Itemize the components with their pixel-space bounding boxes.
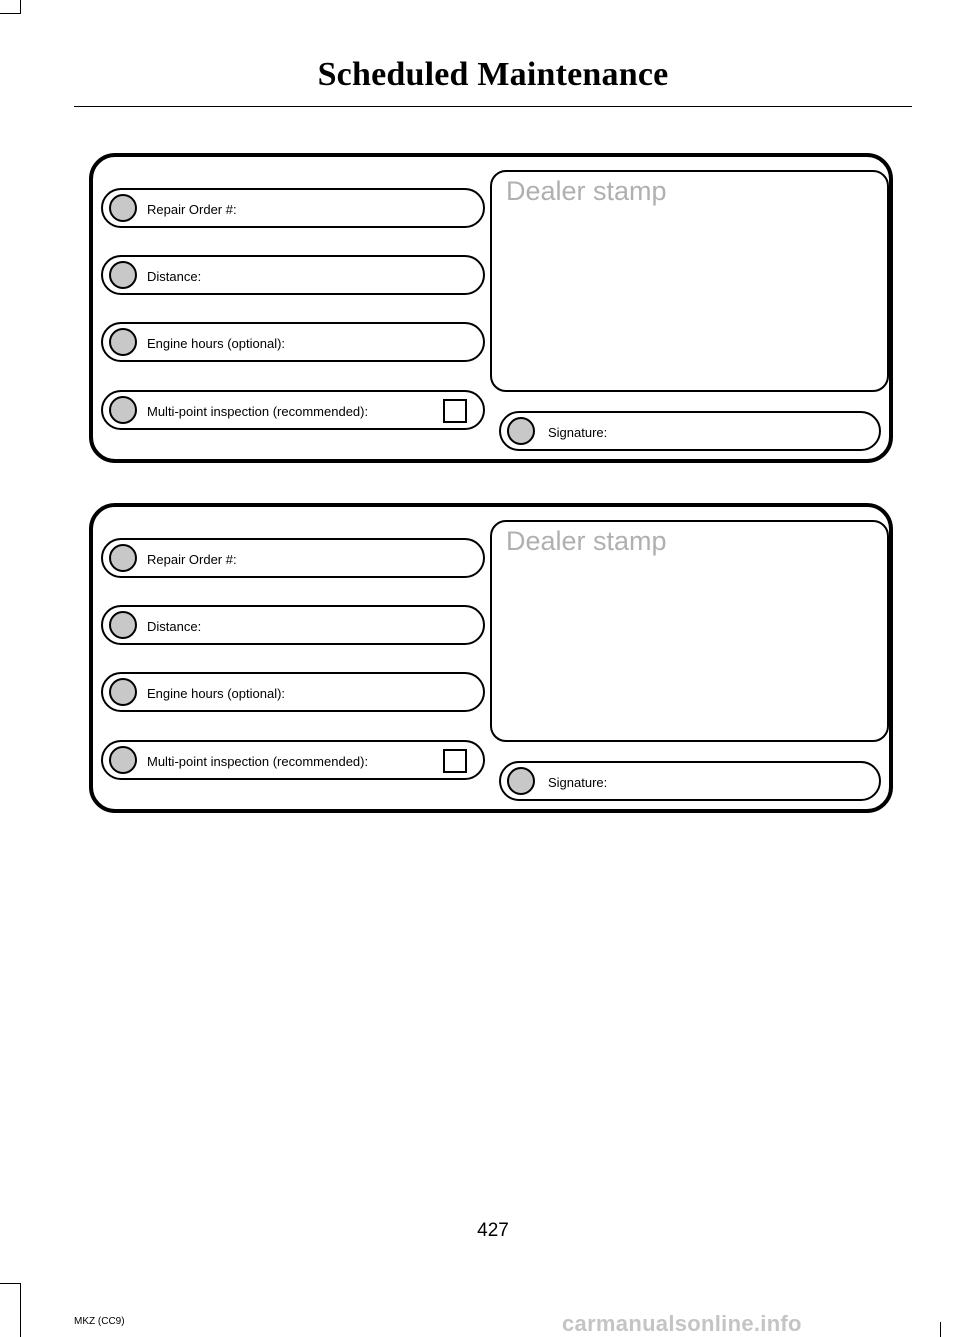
dealer-stamp-label: Dealer stamp — [506, 526, 667, 556]
maintenance-record-card — [89, 503, 893, 813]
distance-field[interactable] — [101, 605, 485, 645]
field-label: Repair Order #: — [147, 552, 237, 567]
inspection-checkbox[interactable] — [443, 399, 467, 423]
signature-field[interactable] — [499, 761, 881, 801]
crop-mark — [20, 1283, 21, 1337]
field-label: Signature: — [548, 425, 608, 440]
circle-icon — [507, 417, 535, 445]
title-divider — [74, 106, 912, 107]
circle-icon — [109, 396, 137, 424]
inspection-field[interactable] — [101, 390, 485, 430]
inspection-field[interactable] — [101, 740, 485, 780]
field-label: Engine hours (optional): — [147, 336, 286, 351]
field-label: Signature: — [548, 775, 608, 790]
field-label: Distance: — [147, 269, 202, 284]
field-label: Repair Order #: — [147, 202, 237, 217]
circle-icon — [109, 611, 137, 639]
watermark: carmanualsonline.info — [562, 1311, 802, 1336]
dealer-stamp-box[interactable] — [490, 520, 889, 742]
model-code: MKZ (CC9) — [74, 1316, 125, 1327]
dealer-stamp-label: Dealer stamp — [506, 176, 667, 206]
field-label: Distance: — [147, 619, 202, 634]
circle-icon — [109, 544, 137, 572]
engine-hours-field[interactable] — [101, 672, 485, 712]
circle-icon — [109, 194, 137, 222]
maintenance-record-card — [89, 153, 893, 463]
crop-mark — [0, 1283, 20, 1284]
dealer-stamp-box[interactable] — [490, 170, 889, 392]
engine-hours-field[interactable] — [101, 322, 485, 362]
circle-icon — [109, 328, 137, 356]
field-label: Engine hours (optional): — [147, 686, 286, 701]
distance-field[interactable] — [101, 255, 485, 295]
field-label: Multi-point inspection (recommended): — [147, 404, 369, 419]
page-title: Scheduled Maintenance — [317, 56, 669, 93]
circle-icon — [109, 746, 137, 774]
page-number: 427 — [477, 1220, 509, 1241]
repair-order-field[interactable] — [101, 188, 485, 228]
circle-icon — [507, 767, 535, 795]
crop-mark — [940, 1322, 941, 1337]
inspection-checkbox[interactable] — [443, 749, 467, 773]
repair-order-field[interactable] — [101, 538, 485, 578]
field-label: Multi-point inspection (recommended): — [147, 754, 369, 769]
crop-mark — [0, 13, 20, 14]
circle-icon — [109, 678, 137, 706]
circle-icon — [109, 261, 137, 289]
signature-field[interactable] — [499, 411, 881, 451]
crop-mark — [20, 0, 21, 14]
